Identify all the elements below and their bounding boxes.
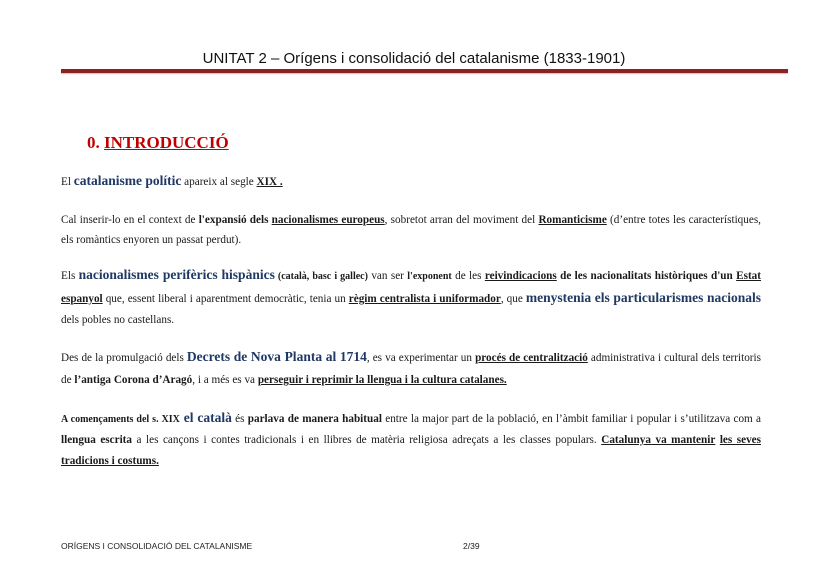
bold-term: l'exponent	[407, 271, 452, 282]
bold-term: A començaments del s. XIX	[61, 414, 180, 425]
underlined-term: les seves tradicions i costums.	[61, 434, 762, 467]
section-heading	[87, 133, 229, 153]
underlined-term: nacionalismes europeus	[271, 214, 385, 226]
text: apareix al segle	[181, 176, 257, 188]
highlight-term: nacionalismes perifèrics hispànics	[78, 267, 275, 282]
bold-term: parlava de manera habitual	[247, 413, 382, 425]
underlined-term: procés de centralització	[475, 352, 588, 364]
paragraph-5	[61, 407, 761, 472]
footer-title: ORÍGENS I CONSOLIDACIÓ DEL CATALANISME	[61, 541, 253, 551]
text: dels pobles no castellans.	[61, 314, 175, 326]
underlined-term: reivindicacions	[484, 270, 557, 282]
text: de les	[451, 270, 485, 282]
text: entre la major part de la població, en l’àmbit familiar i popular i s’utilitzava com a	[381, 413, 761, 425]
text: Cal inserir-lo en el context de	[61, 214, 199, 226]
text: El	[61, 176, 74, 188]
highlight-term: catalanisme polític	[73, 173, 182, 188]
text: , es va experimentar un	[366, 352, 476, 364]
text: a les cançons i contes tradicionals i en llibres de matèria religiosa adreçats a les classes populars.	[132, 434, 602, 446]
text: , sobretot arran del moviment del	[384, 214, 539, 226]
paragraph-1	[61, 171, 761, 192]
text: van ser	[367, 270, 408, 282]
underlined-term: règim centralista i uniformador	[348, 293, 501, 305]
section-title: INTRODUCCIÓ	[104, 133, 229, 152]
century-term: XIX .	[256, 176, 283, 188]
section-number: 0.	[87, 133, 100, 152]
text: Els	[61, 270, 79, 282]
page-number: 2/39	[463, 541, 480, 551]
paragraph-2	[61, 210, 761, 250]
text: que, essent liberal i aparentment democràtic, tenia un	[102, 293, 349, 305]
underlined-term: Estat espanyol	[61, 270, 762, 305]
highlight-term: el català	[179, 410, 232, 425]
bold-term: l'expansió dels	[198, 214, 272, 226]
underlined-term: Romanticisme	[538, 214, 607, 226]
text: , i a més es va	[192, 374, 258, 386]
bold-term: (català, basc i gallec)	[274, 271, 368, 282]
page-header-title: UNITAT 2 – Orígens i consolidació del catalanisme (1833-1901)	[202, 50, 626, 67]
highlight-term: menystenia els particularismes nacionals	[525, 290, 761, 305]
text: (d’entre totes les característiques, els romàntics enyoren un passat perdut).	[61, 214, 761, 246]
underlined-term: Catalunya va mantenir	[601, 434, 716, 446]
underlined-term: perseguir i reprimir la llengua i la cultura catalanes.	[257, 374, 507, 386]
header-divider	[61, 69, 788, 73]
text: Des de la promulgació dels	[61, 352, 187, 364]
paragraph-3	[61, 264, 761, 331]
bold-term: llengua escrita	[61, 434, 133, 446]
bold-term: l’antiga Corona d’Aragó	[74, 374, 193, 386]
text: , que	[500, 293, 526, 305]
text: administrativa i cultural dels territoris de	[61, 352, 761, 386]
text: és	[231, 413, 248, 425]
highlight-term: Decrets de Nova Planta al 1714	[186, 349, 367, 364]
bold-term: de les nacionalitats històriques d'un	[556, 270, 737, 282]
paragraph-4	[61, 346, 761, 391]
